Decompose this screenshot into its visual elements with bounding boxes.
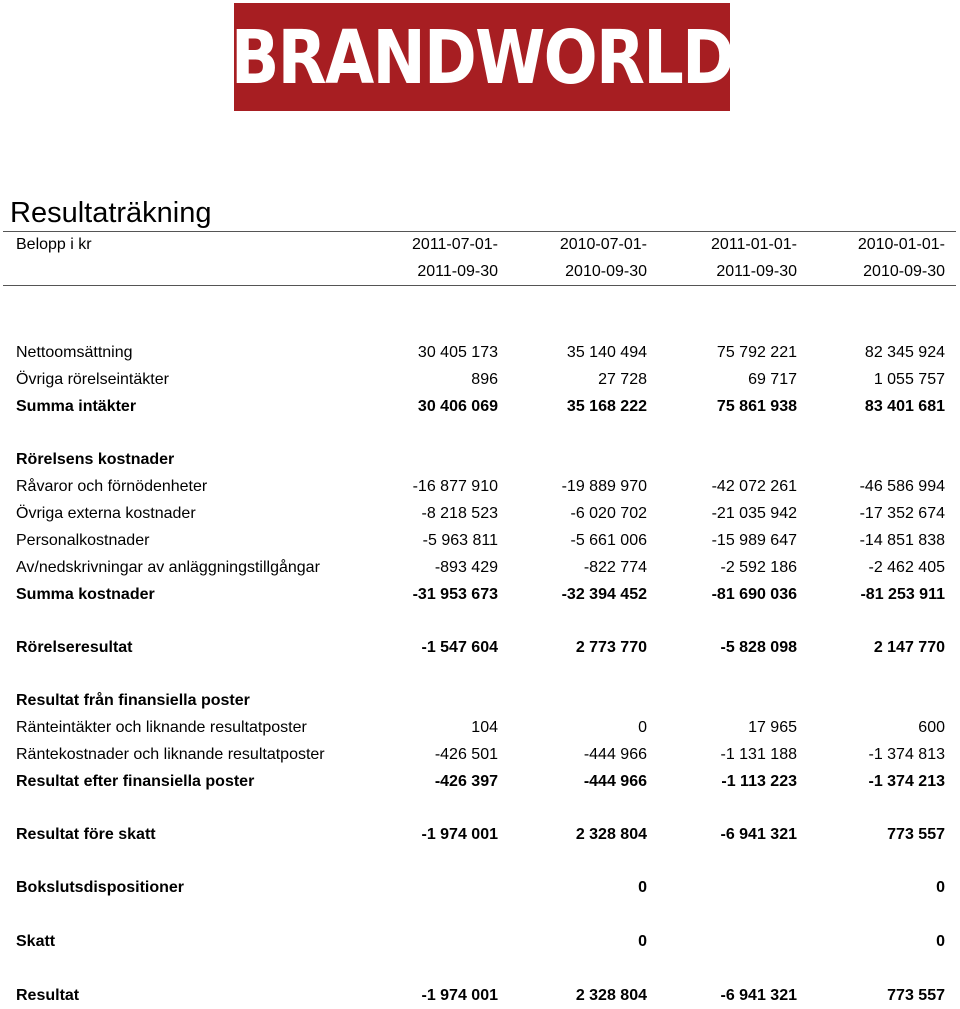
row-value-col-1: -1 547 604 [421, 639, 498, 656]
column-header-2-end: 2010-09-30 [565, 263, 647, 280]
row-value-col-2: -822 774 [583, 559, 647, 576]
row-value-col-4: 83 401 681 [864, 398, 945, 415]
table-row [0, 714, 960, 741]
row-label: Bokslutsdispositioner [16, 879, 185, 896]
row-value-col-3: 75 792 221 [716, 344, 797, 361]
row-value-col-3: -6 941 321 [720, 826, 797, 843]
row-label: Resultat från finansiella poster [16, 692, 250, 709]
table-row [0, 928, 960, 955]
column-header-1-start: 2011-07-01- [412, 236, 498, 253]
row-label: Råvaror och förnödenheter [16, 478, 208, 495]
row-value-col-2: -444 966 [583, 773, 647, 790]
row-value-col-1: -426 501 [434, 746, 498, 763]
row-label: Av/nedskrivningar av anläggningstillgångar [16, 559, 320, 576]
column-header-4-start: 2010-01-01- [857, 236, 945, 253]
row-label: Skatt [16, 933, 56, 950]
table-row [0, 339, 960, 366]
row-value-col-4: 600 [918, 719, 945, 736]
row-value-col-3: -21 035 942 [711, 505, 797, 522]
row-label: Summa intäkter [16, 398, 137, 415]
row-value-col-3: 17 965 [748, 719, 797, 736]
row-value-col-1: -893 429 [434, 559, 498, 576]
row-value-col-1: 896 [471, 371, 498, 388]
row-value-col-2: 0 [638, 879, 647, 896]
row-value-col-2: 2 328 804 [575, 826, 647, 843]
row-label: Rörelsens kostnader [16, 451, 175, 468]
row-value-col-3: 69 717 [748, 371, 797, 388]
row-value-col-3: -5 828 098 [720, 639, 797, 656]
row-value-col-1: -5 963 811 [422, 532, 498, 549]
logo-text: BRANDWORLD [230, 15, 734, 101]
row-value-col-4: -1 374 213 [868, 773, 945, 790]
row-value-col-3: 75 861 938 [716, 398, 797, 415]
row-value-col-3: -15 989 647 [711, 532, 797, 549]
table-row [0, 687, 960, 714]
row-value-col-2: 2 328 804 [575, 987, 647, 1004]
row-value-col-1: -31 953 673 [412, 586, 498, 603]
row-value-col-4: -81 253 911 [860, 586, 945, 603]
row-value-col-1: -16 877 910 [412, 478, 498, 495]
row-value-col-4: -17 352 674 [859, 505, 945, 522]
column-header-1-end: 2011-09-30 [417, 263, 498, 280]
table-row [0, 473, 960, 500]
column-header-3 [711, 231, 797, 285]
row-value-col-2: -32 394 452 [561, 586, 647, 603]
row-value-col-1: -1 974 001 [421, 826, 498, 843]
row-value-col-1: -426 397 [434, 773, 498, 790]
row-value-col-2: 35 140 494 [566, 344, 647, 361]
row-label: Resultat före skatt [16, 826, 156, 843]
row-value-col-2: -444 966 [583, 746, 647, 763]
table-row [0, 634, 960, 661]
row-value-col-1: -8 218 523 [421, 505, 498, 522]
column-header-4-end: 2010-09-30 [863, 263, 945, 280]
row-value-col-4: 773 557 [887, 826, 945, 843]
row-value-col-2: -6 020 702 [570, 505, 647, 522]
row-value-col-2: -19 889 970 [561, 478, 647, 495]
row-value-col-3: -81 690 036 [711, 586, 797, 603]
page-title: Resultaträkning [10, 197, 212, 229]
table-row [0, 527, 960, 554]
row-label: Personalkostnader [16, 532, 150, 549]
table-row [0, 393, 960, 420]
row-value-col-2: 0 [638, 933, 647, 950]
table-row [0, 581, 960, 608]
column-header-2-start: 2010-07-01- [559, 236, 647, 253]
brandworld-logo [230, 3, 734, 111]
row-label: Räntekostnader och liknande resultatposter [16, 746, 325, 763]
table-row [0, 366, 960, 393]
row-value-col-2: 0 [638, 719, 647, 736]
amount-unit-label: Belopp i kr [16, 236, 92, 253]
row-value-col-2: 35 168 222 [566, 398, 647, 415]
row-value-col-4: -1 374 813 [868, 746, 945, 763]
column-header-4 [858, 231, 945, 285]
row-label: Rörelseresultat [16, 639, 133, 656]
table-row [0, 768, 960, 795]
row-value-col-4: 1 055 757 [873, 371, 945, 388]
row-label: Övriga rörelseintäkter [16, 371, 169, 388]
table-row [0, 821, 960, 848]
row-value-col-4: 0 [936, 933, 945, 950]
row-value-col-4: -2 462 405 [868, 559, 945, 576]
column-header-2 [560, 231, 647, 285]
header-bottom-divider [3, 285, 956, 286]
table-row [0, 446, 960, 473]
row-value-col-3: -1 113 223 [721, 773, 797, 790]
row-value-col-4: 82 345 924 [864, 344, 945, 361]
row-value-col-4: -46 586 994 [859, 478, 945, 495]
row-value-col-3: -2 592 186 [720, 559, 797, 576]
row-value-col-2: 27 728 [598, 371, 647, 388]
row-value-col-4: -14 851 838 [859, 532, 945, 549]
row-value-col-3: -6 941 321 [720, 987, 797, 1004]
row-value-col-2: -5 661 006 [570, 532, 647, 549]
row-label: Nettoomsättning [16, 344, 133, 361]
table-row [0, 554, 960, 581]
row-label: Övriga externa kostnader [16, 505, 196, 522]
row-value-col-1: -1 974 001 [421, 987, 498, 1004]
row-label: Ränteintäkter och liknande resultatposter [16, 719, 307, 736]
table-row [0, 741, 960, 768]
table-row [0, 500, 960, 527]
row-value-col-3: -1 131 188 [720, 746, 797, 763]
row-label: Resultat efter finansiella poster [16, 773, 255, 790]
row-value-col-4: 0 [936, 879, 945, 896]
row-value-col-3: -42 072 261 [711, 478, 797, 495]
row-label: Summa kostnader [16, 586, 155, 603]
row-value-col-1: 30 406 069 [417, 398, 498, 415]
table-row [0, 874, 960, 901]
row-value-col-4: 2 147 770 [873, 639, 945, 656]
row-label: Resultat [16, 987, 80, 1004]
column-header-3-start: 2011-01-01- [711, 236, 797, 253]
row-value-col-4: 773 557 [887, 987, 945, 1004]
column-header-3-end: 2011-09-30 [716, 263, 797, 280]
row-value-col-1: 104 [471, 719, 498, 736]
column-header-1 [412, 231, 498, 285]
row-value-col-1: 30 405 173 [417, 344, 498, 361]
row-value-col-2: 2 773 770 [575, 639, 647, 656]
